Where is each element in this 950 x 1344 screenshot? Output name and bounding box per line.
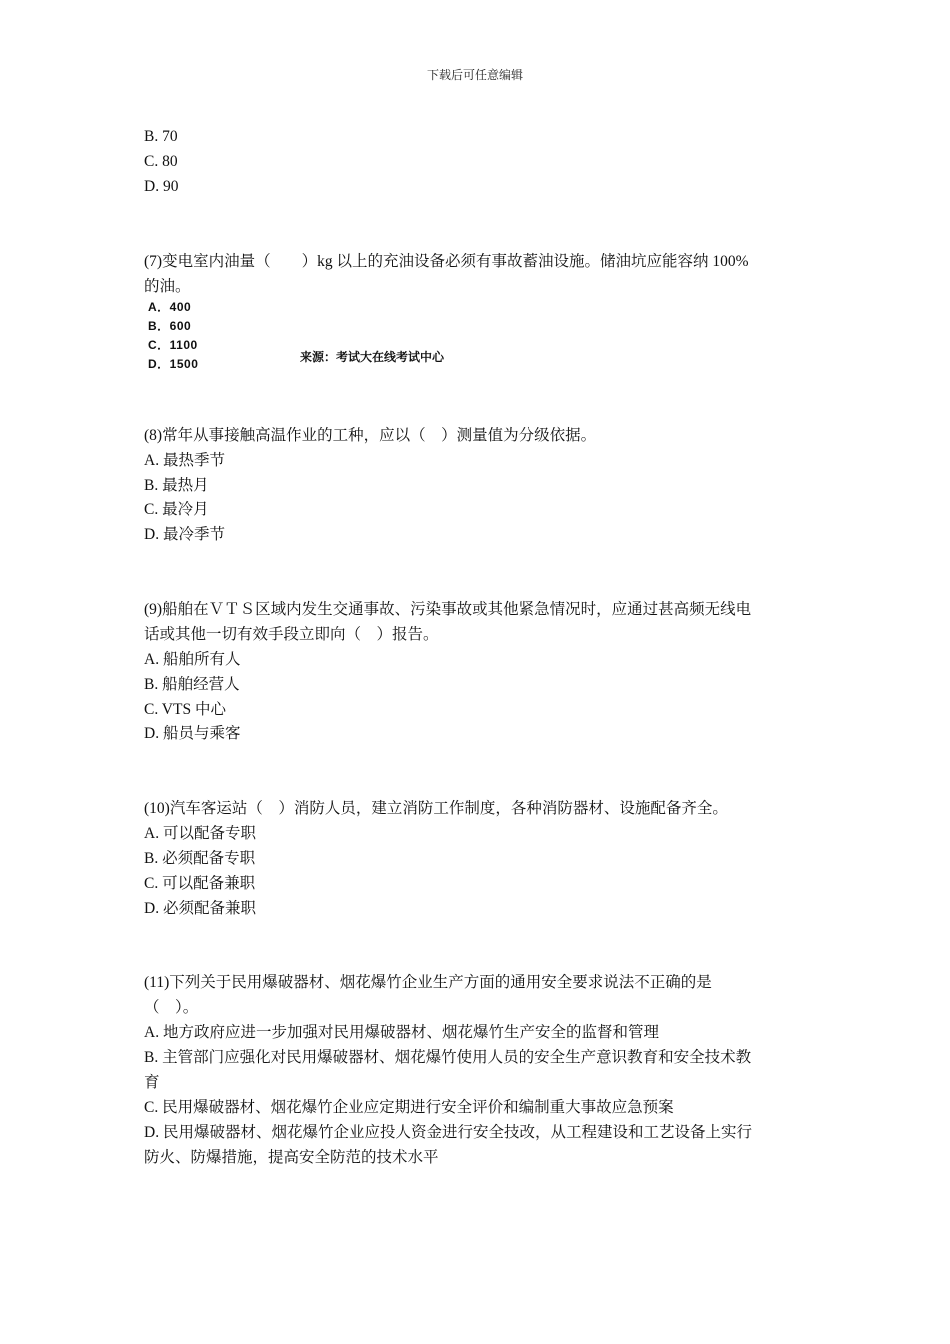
- question-8-option-d: D. 最冷季节: [144, 526, 225, 543]
- question-7-option-b: B．600: [148, 319, 192, 333]
- option-b: B. 70: [144, 128, 178, 145]
- question-9-stem: (9)船舶在ＶＴＳ区域内发生交通事故、污染事故或其他紧急情况时，应通过甚高频无线电: [144, 601, 752, 618]
- option-d: D. 90: [144, 178, 179, 195]
- question-11-option-b: B. 主管部门应强化对民用爆破器材、烟花爆竹使用人员的安全生产意识教育和安全技术教: [144, 1049, 752, 1066]
- question-9-option-b: B. 船舶经营人: [144, 676, 240, 693]
- question-7-stem: (7)变电室内油量（ ）kg 以上的充油设备必须有事故蓄油设施。储油坑应能容纳 100%: [144, 253, 749, 270]
- question-7-option-d: D．1500: [148, 357, 199, 371]
- page-header: 下载后可任意编辑: [426, 68, 523, 82]
- question-11-stem: (11)下列关于民用爆破器材、烟花爆竹企业生产方面的通用安全要求说法不正确的是: [144, 974, 712, 991]
- question-10-option-c: C. 可以配备兼职: [144, 875, 256, 892]
- question-7-option-c: C．1100: [148, 338, 198, 352]
- question-8-option-a: A. 最热季节: [144, 452, 225, 469]
- question-8-stem: (8)常年从事接触高温作业的工种，应以（ ）测量值为分级依据。: [144, 427, 597, 444]
- source-note: 来源：考试大在线考试中心: [300, 350, 445, 364]
- question-11-option-d: D. 民用爆破器材、烟花爆竹企业应投人资金进行安全技改，从工程建设和工艺设备上实行: [144, 1124, 752, 1141]
- question-8-option-b: B. 最热月: [144, 477, 209, 494]
- question-9-stem-cont: 话或其他一切有效手段立即向（ ）报告。: [144, 626, 439, 643]
- option-c: C. 80: [144, 153, 178, 170]
- question-11-option-a: A. 地方政府应进一步加强对民用爆破器材、烟花爆竹生产安全的监督和管理: [144, 1024, 659, 1041]
- question-10-option-d: D. 必须配备兼职: [144, 900, 256, 917]
- question-7-stem-cont: 的油。: [144, 278, 191, 295]
- question-8-option-c: C. 最冷月: [144, 501, 209, 518]
- question-9-option-c: C. VTS 中心: [144, 701, 226, 718]
- question-10-stem: (10)汽车客运站（ ）消防人员，建立消防工作制度，各种消防器材、设施配备齐全。: [144, 800, 728, 817]
- question-10-option-a: A. 可以配备专职: [144, 825, 256, 842]
- question-7-option-a: A．400: [148, 300, 192, 314]
- question-11-option-d-cont: 防火、防爆措施，提高安全防范的技术水平: [144, 1149, 439, 1166]
- question-11-option-b-cont: 育: [144, 1074, 160, 1091]
- question-9-option-a: A. 船舶所有人: [144, 651, 241, 668]
- question-11-stem-cont: （ ）。: [144, 999, 199, 1016]
- question-9-option-d: D. 船员与乘客: [144, 725, 241, 742]
- question-10-option-b: B. 必须配备专职: [144, 850, 256, 867]
- question-11-option-c: C. 民用爆破器材、烟花爆竹企业应定期进行安全评价和编制重大事故应急预案: [144, 1099, 674, 1116]
